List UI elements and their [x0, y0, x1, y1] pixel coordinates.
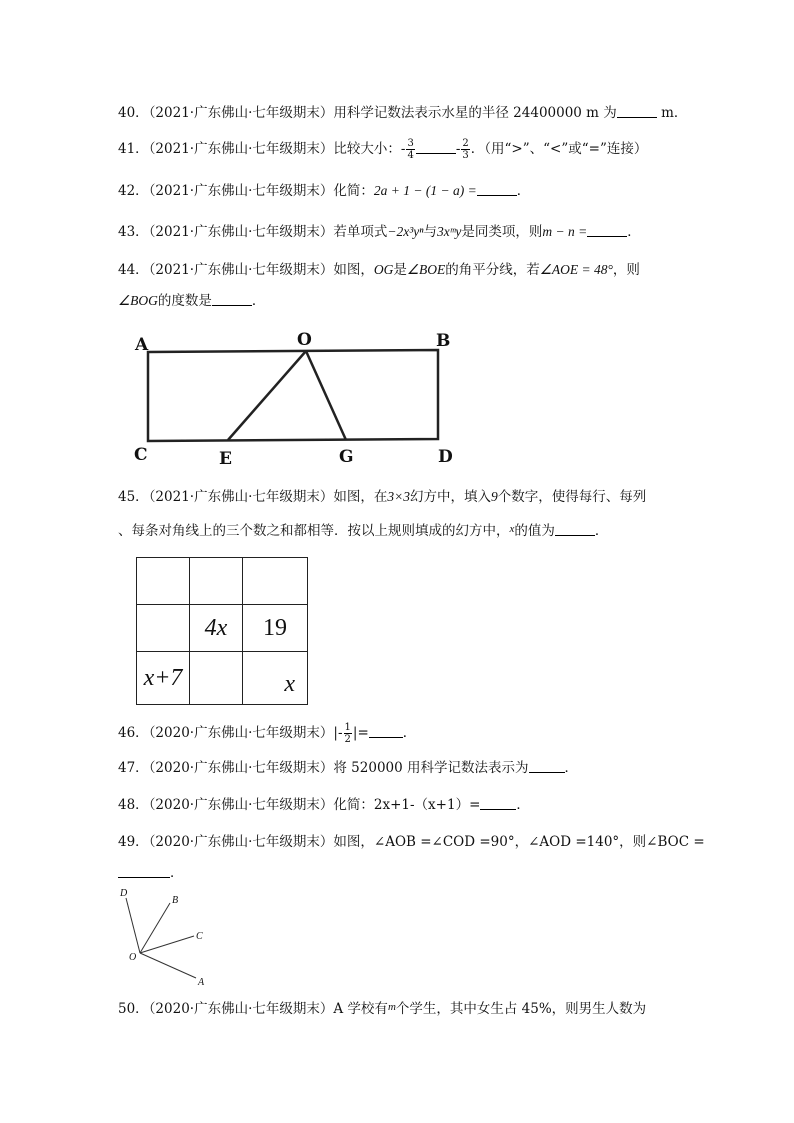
- q50-m: m: [387, 1001, 396, 1013]
- q45-after: ．: [594, 523, 609, 539]
- figure44-label-c: C: [134, 445, 148, 465]
- q44-blank[interactable]: [212, 293, 252, 306]
- q44-after: ．: [251, 293, 266, 309]
- q50-t2: 个学生，其中女生占 45%，则男生人数为: [395, 1001, 647, 1017]
- question-44: [118, 261, 640, 279]
- q45-nine: 9: [491, 489, 498, 504]
- q48-after: ．: [516, 797, 530, 813]
- q48-blank[interactable]: [480, 797, 516, 810]
- figure49-ray-od: [126, 898, 140, 953]
- q47-blank[interactable]: [529, 760, 565, 773]
- figure49-ray-ob: [140, 903, 170, 953]
- figure44-rectangle: [148, 350, 438, 441]
- question-45-line2: [118, 520, 608, 540]
- q41-number: 41．: [118, 141, 149, 157]
- q46-after: ．: [402, 725, 417, 741]
- magic-cell: [243, 558, 308, 605]
- q43-after: ．: [627, 224, 641, 240]
- q45-line2: 、每条对角线上的三个数之和都相等．按以上规则填成的幻方中，: [118, 523, 510, 539]
- figure44-line-oe: [228, 351, 306, 440]
- figure49-label-d: D: [120, 888, 128, 899]
- question-49-line2: [118, 864, 184, 882]
- q46-fraction: [344, 722, 352, 745]
- q45-source: （2021·广东佛山·七年级期末）: [148, 489, 334, 505]
- q41-blank[interactable]: [416, 141, 456, 154]
- q41-fraction-1: [406, 138, 414, 161]
- question-40: [118, 104, 687, 122]
- figure49-label-b: B: [172, 895, 179, 906]
- q44-angle-aoe: ∠AOE = 48°: [539, 262, 613, 277]
- q45-text: 如图，在: [333, 489, 388, 505]
- q45-t3: 个数字，使得每行、每列: [497, 489, 647, 505]
- q45-t4: 的值为: [514, 523, 555, 539]
- q44-t4: ，则: [612, 262, 640, 278]
- q49-number: 49．: [118, 834, 149, 850]
- figure49-label-o: O: [129, 952, 137, 963]
- question-47: [118, 759, 578, 777]
- q42-text: 化简：: [333, 183, 374, 199]
- q43-mid2: 是同类项，则: [461, 224, 543, 240]
- q40-source: （2021·广东佛山·七年级期末）: [148, 105, 334, 121]
- q40-number: 40．: [118, 105, 149, 121]
- q43-text: 若单项式: [333, 224, 388, 240]
- q46-source: （2020·广东佛山·七年级期末）: [148, 725, 334, 741]
- figure49-label-c: C: [196, 931, 203, 942]
- magic-cell-x: x: [243, 652, 308, 705]
- magic-row-1: [137, 558, 308, 605]
- q47-source: （2020·广东佛山·七年级期末）: [148, 760, 334, 776]
- q42-number: 42．: [118, 183, 149, 199]
- q43-expression: m − n =: [542, 224, 588, 239]
- q49-blank[interactable]: [118, 865, 170, 878]
- q44-t5: 的度数是: [157, 293, 212, 309]
- q43-monomial-2: 3xᵐy: [437, 224, 462, 239]
- question-46: [118, 722, 416, 745]
- magic-square: [136, 557, 308, 705]
- figure44-label-b: B: [436, 331, 451, 351]
- q46-number: 46．: [118, 725, 149, 741]
- question-49: [118, 833, 705, 851]
- q46-blank[interactable]: [369, 725, 403, 738]
- q50-text: A 学校有: [333, 1001, 388, 1017]
- q46-post: |=: [352, 725, 369, 741]
- q45-blank[interactable]: [555, 523, 595, 536]
- q50-source: （2020·广东佛山·七年级期末）: [148, 1001, 334, 1017]
- magic-row-2: [137, 605, 308, 652]
- magic-row-3: [137, 652, 308, 705]
- q40-after: m．: [656, 105, 688, 121]
- q44-text: 如图，: [333, 262, 374, 278]
- q50-number: 50．: [118, 1001, 149, 1017]
- q43-mid: 与: [423, 224, 438, 240]
- figure-44: [130, 328, 470, 470]
- q41-f1-num: 3: [407, 138, 414, 149]
- question-41: [118, 138, 647, 161]
- figure49-label-a: A: [198, 977, 205, 988]
- q41-fraction-2: [461, 138, 469, 161]
- magic-cell: [137, 558, 190, 605]
- q46-pre: |-: [333, 725, 343, 741]
- figure44-label-g: G: [339, 447, 354, 467]
- q41-after: ．（用“>”、“<”或“=”连接）: [470, 141, 648, 157]
- q48-source: （2020·广东佛山·七年级期末）: [148, 797, 334, 813]
- q41-neg2: -: [455, 141, 461, 157]
- q41-text: 比较大小：: [333, 141, 401, 157]
- q45-number: 45．: [118, 489, 149, 505]
- q42-expression: 2a + 1 − (1 − a) =: [373, 183, 477, 198]
- q47-text: 将 520000 用科学记数法表示为: [333, 760, 529, 776]
- figure49-ray-oa: [140, 953, 196, 978]
- question-44-line2: [118, 292, 265, 310]
- q43-source: （2021·广东佛山·七年级期末）: [148, 224, 334, 240]
- q46-num: 1: [344, 722, 351, 733]
- q43-number: 43．: [118, 224, 149, 240]
- q44-t3: 的角平分线，若: [445, 262, 540, 278]
- q41-source: （2021·广东佛山·七年级期末）: [148, 141, 334, 157]
- q44-t2: 是: [393, 262, 407, 278]
- figure-49: [112, 884, 222, 992]
- magic-cell-19: 19: [243, 605, 308, 652]
- q44-number: 44．: [118, 262, 149, 278]
- magic-cell: [190, 558, 243, 605]
- magic-cell: [137, 605, 190, 652]
- magic-cell-x-plus-7: x+7: [137, 652, 190, 705]
- q42-after: ．: [516, 183, 531, 199]
- magic-cell: [190, 652, 243, 705]
- q40-blank[interactable]: [617, 105, 657, 118]
- q41-f1-den: 4: [407, 150, 414, 161]
- q42-source: （2021·广东佛山·七年级期末）: [148, 183, 334, 199]
- figure44-label-d: D: [438, 447, 453, 467]
- question-50: [118, 998, 646, 1018]
- q45-t2: 幻方中，填入: [410, 489, 492, 505]
- q46-den: 2: [344, 734, 351, 745]
- question-48: [118, 796, 530, 814]
- q45-x: x: [509, 523, 515, 535]
- q41-neg1: -: [400, 141, 406, 157]
- q45-size: 3×3: [387, 489, 411, 504]
- q49-after: ．: [170, 865, 184, 881]
- figure44-line-og: [306, 351, 346, 440]
- q48-number: 48．: [118, 797, 149, 813]
- q40-text: 用科学记数法表示水星的半径 24400000 m 为: [333, 105, 617, 121]
- q48-text: 化简：2x+1-（x+1）=: [333, 797, 481, 813]
- q44-angle-boe: ∠BOE: [406, 262, 446, 277]
- question-45: [118, 488, 646, 506]
- question-42: [118, 182, 530, 200]
- q49-source: （2020·广东佛山·七年级期末）: [148, 834, 334, 850]
- magic-cell-4x: 4x: [190, 605, 243, 652]
- q41-f2-num: 2: [462, 138, 469, 149]
- q42-blank[interactable]: [477, 183, 517, 196]
- q43-blank[interactable]: [587, 224, 627, 237]
- q47-number: 47．: [118, 760, 149, 776]
- q44-angle-bog: ∠BOG: [118, 293, 158, 308]
- q47-after: ．: [564, 760, 579, 776]
- q44-og: OG: [373, 262, 394, 277]
- question-43: [118, 223, 641, 241]
- figure44-label-e: E: [219, 449, 232, 469]
- figure44-label-a: A: [135, 335, 149, 355]
- q44-source: （2021·广东佛山·七年级期末）: [148, 262, 334, 278]
- q43-monomial-1: −2x³yⁿ: [387, 224, 424, 239]
- q49-text: 如图，∠AOB =∠COD =90°，∠AOD =140°，则∠BOC =: [333, 834, 705, 850]
- figure44-label-o: O: [297, 330, 312, 350]
- q41-f2-den: 3: [462, 150, 469, 161]
